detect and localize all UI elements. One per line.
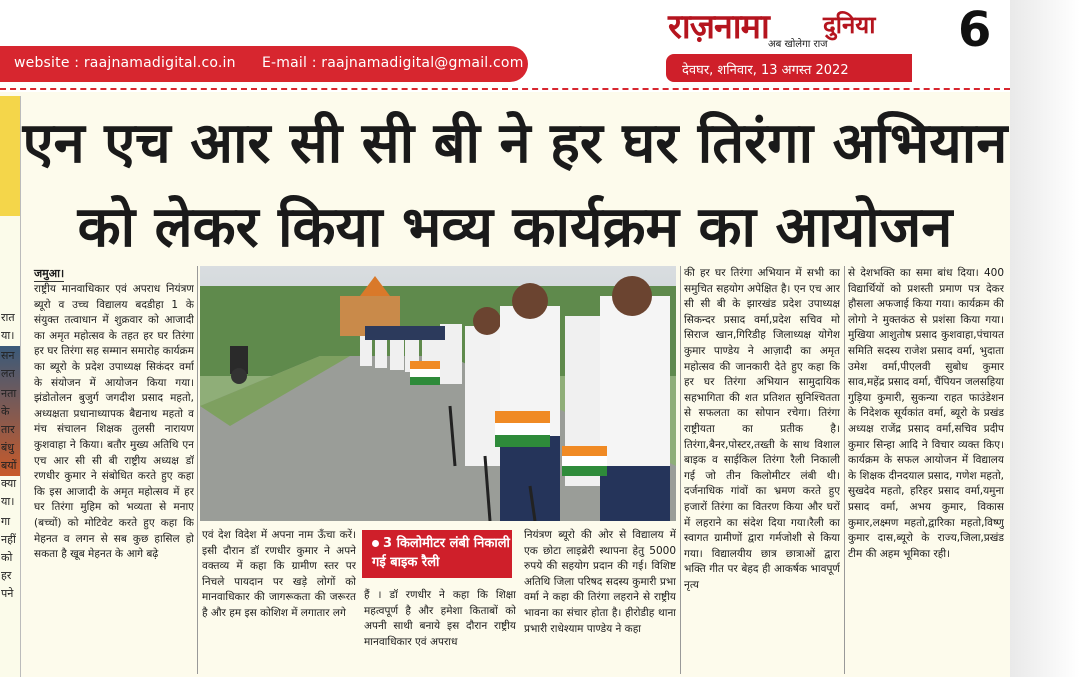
article-photo: [200, 266, 676, 521]
headline-line-2: को लेकर किया भव्य कार्यक्रम का आयोजन: [77, 195, 953, 260]
sliver-text-fragment: हर: [1, 569, 12, 582]
brand-tagline: अब खोलेगा राज: [768, 39, 828, 50]
column-rule: [197, 266, 198, 674]
subheading-text: 3 किलोमीटर लंबी निकाली गई बाइक रैली: [372, 536, 510, 570]
column-rule: [680, 266, 681, 674]
sliver-text-fragment: गा: [1, 515, 11, 528]
sliver-text-fragment: बयों: [1, 459, 17, 472]
sliver-text-fragment: तार: [1, 423, 15, 436]
article-column-3: हैं । डॉ रणधीर ने कहा कि शिक्षा महत्वपूर्ण है और हमेशा किताबों को अपनी साथी बनाये इस दौरान राष्ट्रीय मानवाधिकार एवं अपराध: [364, 589, 516, 648]
headline-line-1: एन एच आर सी सी बी ने हर घर तिरंगा अभियान: [22, 111, 1008, 176]
subheading-box: [362, 530, 512, 578]
sliver-text-fragment: या।: [1, 329, 15, 342]
column-rule: [844, 266, 845, 674]
sliver-text-fragment: को: [1, 551, 13, 564]
brand-logo: राज़नामा: [668, 7, 769, 47]
masthead: [0, 0, 1010, 92]
sliver-text-fragment: लत: [1, 367, 15, 380]
adjacent-column-sliver: [0, 96, 21, 677]
article-column-5: की हर घर तिरंगा अभियान में सभी का समुचित सहयोग अपेक्षित है। एन एच आर सी सी बी के झारखंड प्रदेश उपाध्यक्ष सिकन्दर प्रसाद वर्मा,प्रदेश सचिव मो सिराज खान,गिरिडीह जिलाध्यक्ष योगेश कुमार पाण्डेय ने आज़ादी का अमृत महोत्सव की जानकारी देते हुए कहा कि हर घर तिरंगा अभियान सामुदायिक सहभागिता की शत प्रतिशत सुनिश्चितता से सफलता का सोपान रचेगा। तिरंगा राष्ट्रीयता का प्रतीक है। तिरंगा,बैनर,पोस्टर,तख्ती के साथ विशाल बाइक व साईकिल तिरंगा रैली निकाली गई जो तीन किलोमीटर लंबी थी। दर्जनाधिक गांवों का भ्रमण करते हुए हजारों तिरंगा का वितरण किया और घरों में लहराने का संदेश दिया गया।रैली का स्वागत ग्रामीणों द्वारा गर्मजोशी से किया गया। विद्यालयीय छात्र छात्राओं द्वारा भक्ति गीत पर बेहद ही आकर्षक भावपूर्ण नृत्य: [684, 267, 840, 591]
sliver-text-fragment: नता: [1, 387, 17, 400]
page-edge-shadow: [1010, 0, 1080, 677]
sliver-text-fragment: रात: [1, 311, 15, 324]
sliver-text-fragment: बंधु: [1, 441, 15, 454]
email-text: E-mail : raajnamadigital@gmail.com: [262, 55, 524, 71]
header-divider: [0, 88, 1010, 90]
article-column-2: एवं देश विदेश में अपना नाम ऊँचा करें। इसी दौरान डॉ रणधीर कुमार ने अपने वक्तव्य में कहा कि ग्रामीण स्तर पर निचले पायदान पर खड़े लोगों को मानवाधिकार की जागरूकता की जरूरत है और हम इस कोशिश में लगातार लगे: [202, 529, 356, 619]
sliver-text-fragment: क्या: [1, 477, 17, 490]
sliver-text-fragment: के: [1, 405, 10, 418]
website-text: website : raajnamadigital.co.in: [14, 55, 236, 71]
dateline: जमुआ।: [34, 267, 65, 280]
brand-logo-sub: दुनिया: [823, 10, 876, 39]
sliver-text-fragment: सन: [1, 349, 15, 362]
article-column-1: राष्ट्रीय मानवाधिकार एवं अपराध नियंत्रण ब्यूरो व उच्च विद्यालय बदडीहा 1 के संयुक्त तत्वाधान में शुक्रवार को आजादी का अमृत महोत्सव के तहत हर घर तिरंगा हर घर तिरंगा सह सम्मान समारोह कार्यक्रम का ब्यूरो के प्रदेश उपाध्यक्ष सिकंदर वर्मा के संयोजन में आयोजन किया गया। झंडोतोलन बुजुर्ग जगदीश प्रसाद महतो, अध्यक्षता प्रधानाध्यापक बैद्यनाथ महतो व मंच संचालन शिक्षक तुलसी नारायण कुशवाहा ने किया। बतौर मुख्य अतिथि एन एच आर सी सी बी राष्ट्रीय अध्यक्ष डॉ रणधीर कुमार ने संबोधित करते हुए कहा कि इस आजादी के अमृत महोत्सव में हर घर तिरंगा मुहिम को भव्यता से मनाए (बच्चों) को मोटिवेट करते हुए कहा कि मेहनत व लगन से सब कुछ हासिल हो सकता है खूब मेहनत के आगे बढ़े: [34, 283, 194, 561]
sliver-text-fragment: या।: [1, 495, 15, 508]
article-column-4: नियंत्रण ब्यूरो की ओर से विद्यालय में एक छोटा लाइब्रेरी स्थापना हेतु 5000 रुपये की सहयोग प्रदान की गई। विशिष्ट अतिथि जिला परिषद सदस्य कुमारी प्रभा वर्मा ने कहा की तिरंगा लहराने से राष्ट्रीय भावना का संचार होता है। हीरोडीह थाना प्रभारी राधेश्याम पाण्डेय ने कहा: [524, 529, 676, 635]
sliver-text-fragment: पने: [1, 587, 14, 600]
sliver-yellow-block: [0, 96, 20, 216]
issue-date: देवघर, शनिवार, 13 अगस्त 2022: [682, 63, 849, 78]
bike-rally-photo: [200, 266, 676, 521]
page-number: 6: [958, 2, 992, 58]
date-bar: [666, 54, 912, 82]
bullet-icon: [372, 540, 379, 547]
article-column-6: से देशभक्ति का समा बांध दिया। 400 विद्यार्थियों को प्रशस्ती प्रमाण पत्र देकर हौसला अफजाई किया गया। कार्यक्रम की लोगो ने मुक्तकंठ से प्रशंसा किया गया। मुखिया आशुतोष प्रसाद कुशवाहा,पंचायत समिति सदस्य राजेश प्रसाद वर्मा, भुदाता उमेश वर्मा,पीएलवी सुबोध कुमार साव,महेंद्र प्रसाद वर्मा, चैंपियन जलसहिया गुड़िया कुमारी, सुकन्या राहत फाउंडेशन के निदेशक सूर्यकांत वर्मा, ब्यूरो के प्रखंड अध्यक्ष राजेंद्र प्रसाद वर्मा,सचिव प्रदीप कुमार सिन्हा आदि ने विचार व्यक्त किए।कार्यक्रम के सफल आयोजन में विद्यालय के शिक्षक दीनदयाल प्रसाद, गणेश महतो, सुखदेव महतो, हरिहर प्रसाद वर्मा,यमुना प्रसाद वर्मा, अभय कुमार, विकास कुमार,लक्ष्मण महतो,द्वारिका महतो,विष्णु कुमार दास,ब्यूरो के राज्य,जिला,प्रखंड टीम की अहम भूमिका रही।: [848, 267, 1004, 560]
sliver-text-fragment: नहीं: [1, 533, 16, 546]
contact-strip: [0, 46, 528, 82]
